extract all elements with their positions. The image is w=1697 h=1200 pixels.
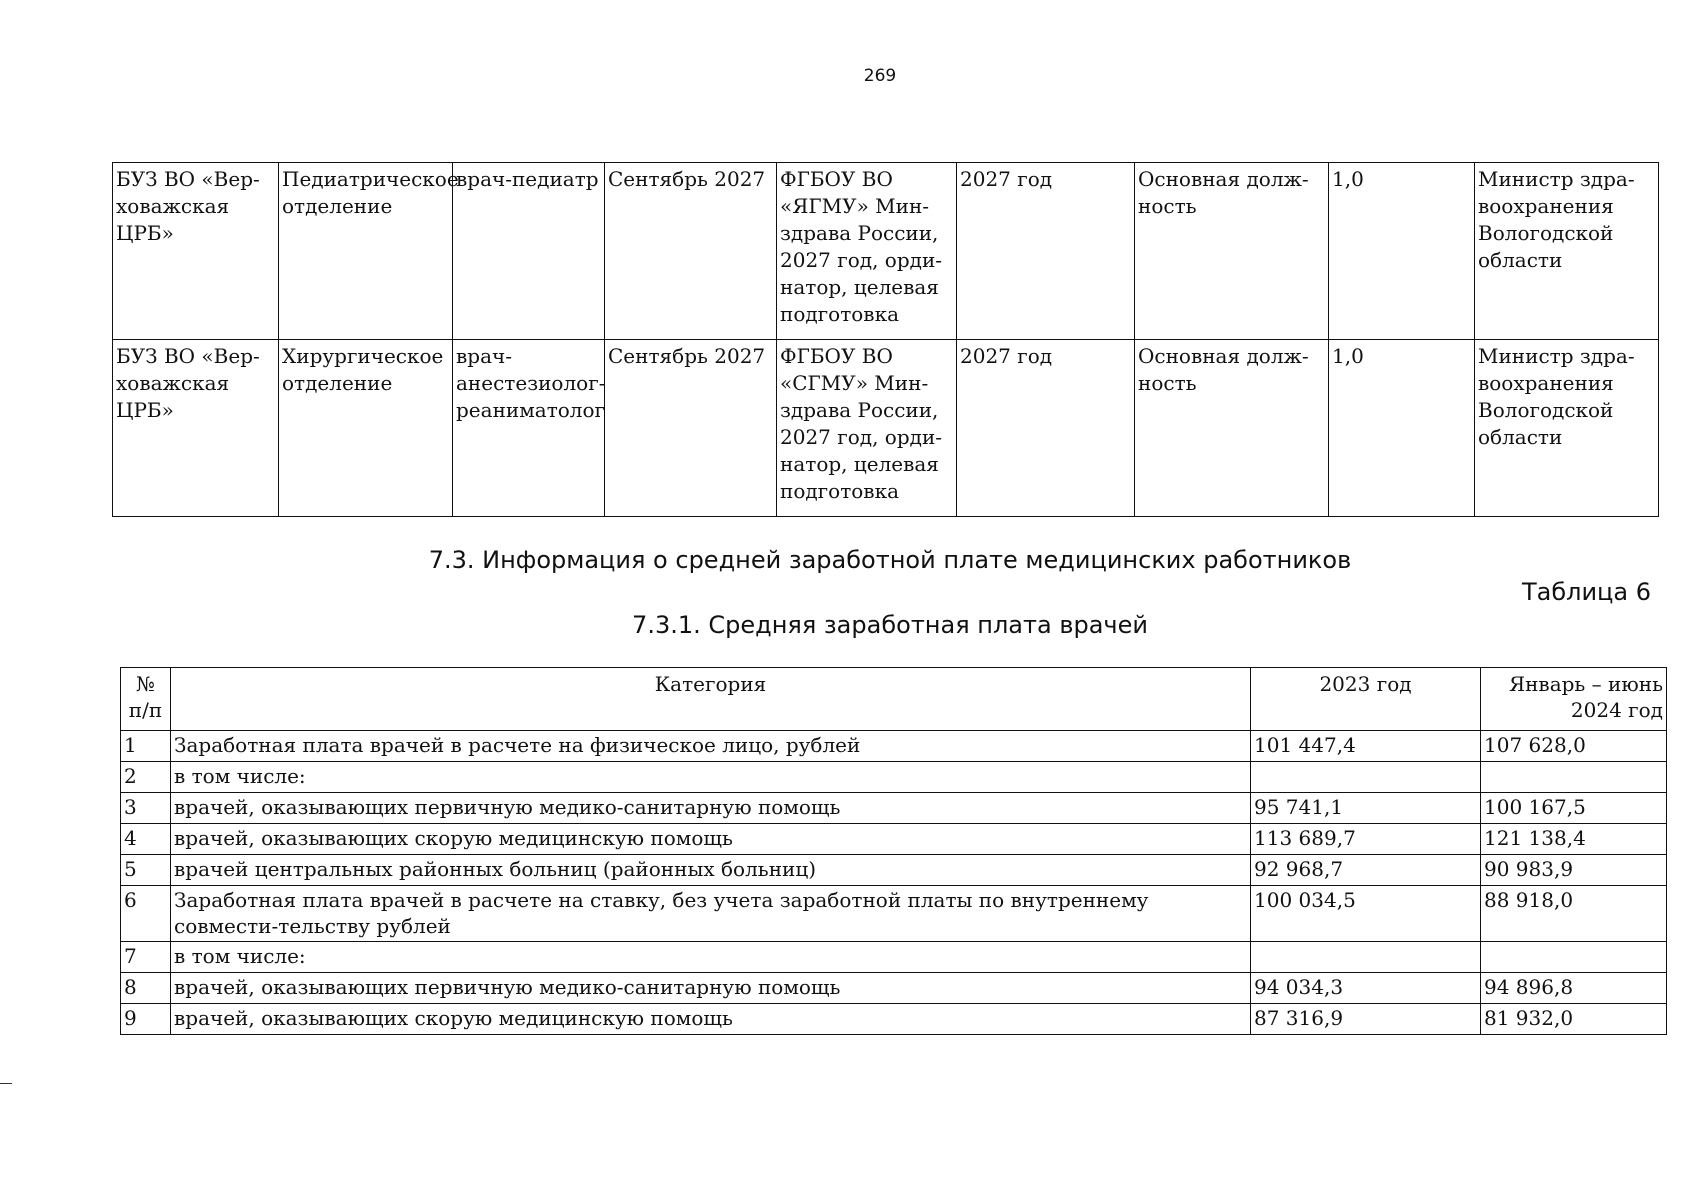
value-2024 [1481, 942, 1667, 973]
page-number: 269 [863, 66, 897, 86]
value-2023: 95 741,1 [1251, 793, 1481, 824]
date-cell: Сентябрь 2027 [605, 163, 777, 340]
value-2024: 90 983,9 [1481, 855, 1667, 886]
table-row [121, 731, 1667, 762]
value-2024 [1481, 762, 1667, 793]
year-cell: 2027 год [957, 340, 1135, 517]
column-header-2023: 2023 год [1251, 668, 1481, 731]
subsection-title: 7.3.1. Средняя заработная плата врачей [632, 611, 1148, 639]
value-2024: 107 628,0 [1481, 731, 1667, 762]
table-row [121, 973, 1667, 1004]
table-row [113, 340, 1659, 517]
value-2024: 94 896,8 [1481, 973, 1667, 1004]
department-cell: Педиатрическое отделение [279, 163, 453, 340]
row-number: 3 [121, 793, 171, 824]
row-number: 9 [121, 1004, 171, 1035]
value-2023: 87 316,9 [1251, 1004, 1481, 1035]
row-number: 2 [121, 762, 171, 793]
responsible-cell: Министр здра-воохранения Вологодской области [1475, 340, 1659, 517]
table-row [121, 762, 1667, 793]
value-2024: 121 138,4 [1481, 824, 1667, 855]
category-cell: Заработная плата врачей в расчете на ставку, без учета заработной платы по внутреннему совмести-тельству рублей [171, 886, 1251, 942]
table-row [121, 855, 1667, 886]
post-type-cell: Основная долж-ность [1135, 340, 1329, 517]
value-2024: 81 932,0 [1481, 1004, 1667, 1035]
department-cell: Хирургическое отделение [279, 340, 453, 517]
row-number: 4 [121, 824, 171, 855]
value-2023: 92 968,7 [1251, 855, 1481, 886]
value-2023 [1251, 762, 1481, 793]
value-2024: 100 167,5 [1481, 793, 1667, 824]
table-row [121, 886, 1667, 942]
rate-cell: 1,0 [1329, 340, 1475, 517]
category-cell: врачей, оказывающих первичную медико-санитарную помощь [171, 793, 1251, 824]
table-label: Таблица 6 [1521, 578, 1651, 606]
date-cell: Сентябрь 2027 [605, 340, 777, 517]
year-cell: 2027 год [957, 163, 1135, 340]
category-cell: врачей, оказывающих скорую медицинскую помощь [171, 1004, 1251, 1035]
table-header-row [121, 668, 1667, 731]
row-number: 5 [121, 855, 171, 886]
table-row [121, 793, 1667, 824]
column-header-category: Категория [171, 668, 1251, 731]
row-number: 6 [121, 886, 171, 942]
category-cell: врачей, оказывающих первичную медико-санитарную помощь [171, 973, 1251, 1004]
org-cell: БУЗ ВО «Вер-ховажская ЦРБ» [113, 163, 279, 340]
column-header-num: № п/п [121, 668, 171, 731]
category-cell: в том числе: [171, 762, 1251, 793]
value-2023: 100 034,5 [1251, 886, 1481, 942]
source-cell: ФГБОУ ВО «СГМУ» Мин-здрава России, 2027 год, орди-натор, целевая подготовка [777, 340, 957, 517]
row-number: 1 [121, 731, 171, 762]
table-row [121, 824, 1667, 855]
column-header-2024: Январь – июнь 2024 год [1481, 668, 1667, 731]
category-cell: Заработная плата врачей в расчете на физическое лицо, рублей [171, 731, 1251, 762]
table-row [113, 163, 1659, 340]
section-title: 7.3. Информация о средней заработной плате медицинских работников [428, 546, 1352, 574]
responsible-cell: Министр здра-воохранения Вологодской области [1475, 163, 1659, 340]
org-cell: БУЗ ВО «Вер-ховажская ЦРБ» [113, 340, 279, 517]
position-cell: врач-педиатр [453, 163, 605, 340]
value-2024: 88 918,0 [1481, 886, 1667, 942]
value-2023: 94 034,3 [1251, 973, 1481, 1004]
margin-mark [0, 1083, 12, 1084]
category-cell: врачей центральных районных больниц (районных больниц) [171, 855, 1251, 886]
source-cell: ФГБОУ ВО «ЯГМУ» Мин-здрава России, 2027 год, орди-натор, целевая подготовка [777, 163, 957, 340]
value-2023 [1251, 942, 1481, 973]
staffing-table [112, 162, 1659, 517]
value-2023: 113 689,7 [1251, 824, 1481, 855]
category-cell: в том числе: [171, 942, 1251, 973]
position-cell: врач-анестезиолог-реаниматолог [453, 340, 605, 517]
row-number: 8 [121, 973, 171, 1004]
table-row [121, 942, 1667, 973]
value-2023: 101 447,4 [1251, 731, 1481, 762]
category-cell: врачей, оказывающих скорую медицинскую помощь [171, 824, 1251, 855]
row-number: 7 [121, 942, 171, 973]
table-row [121, 1004, 1667, 1035]
post-type-cell: Основная долж-ность [1135, 163, 1329, 340]
salary-table [120, 667, 1667, 1035]
rate-cell: 1,0 [1329, 163, 1475, 340]
